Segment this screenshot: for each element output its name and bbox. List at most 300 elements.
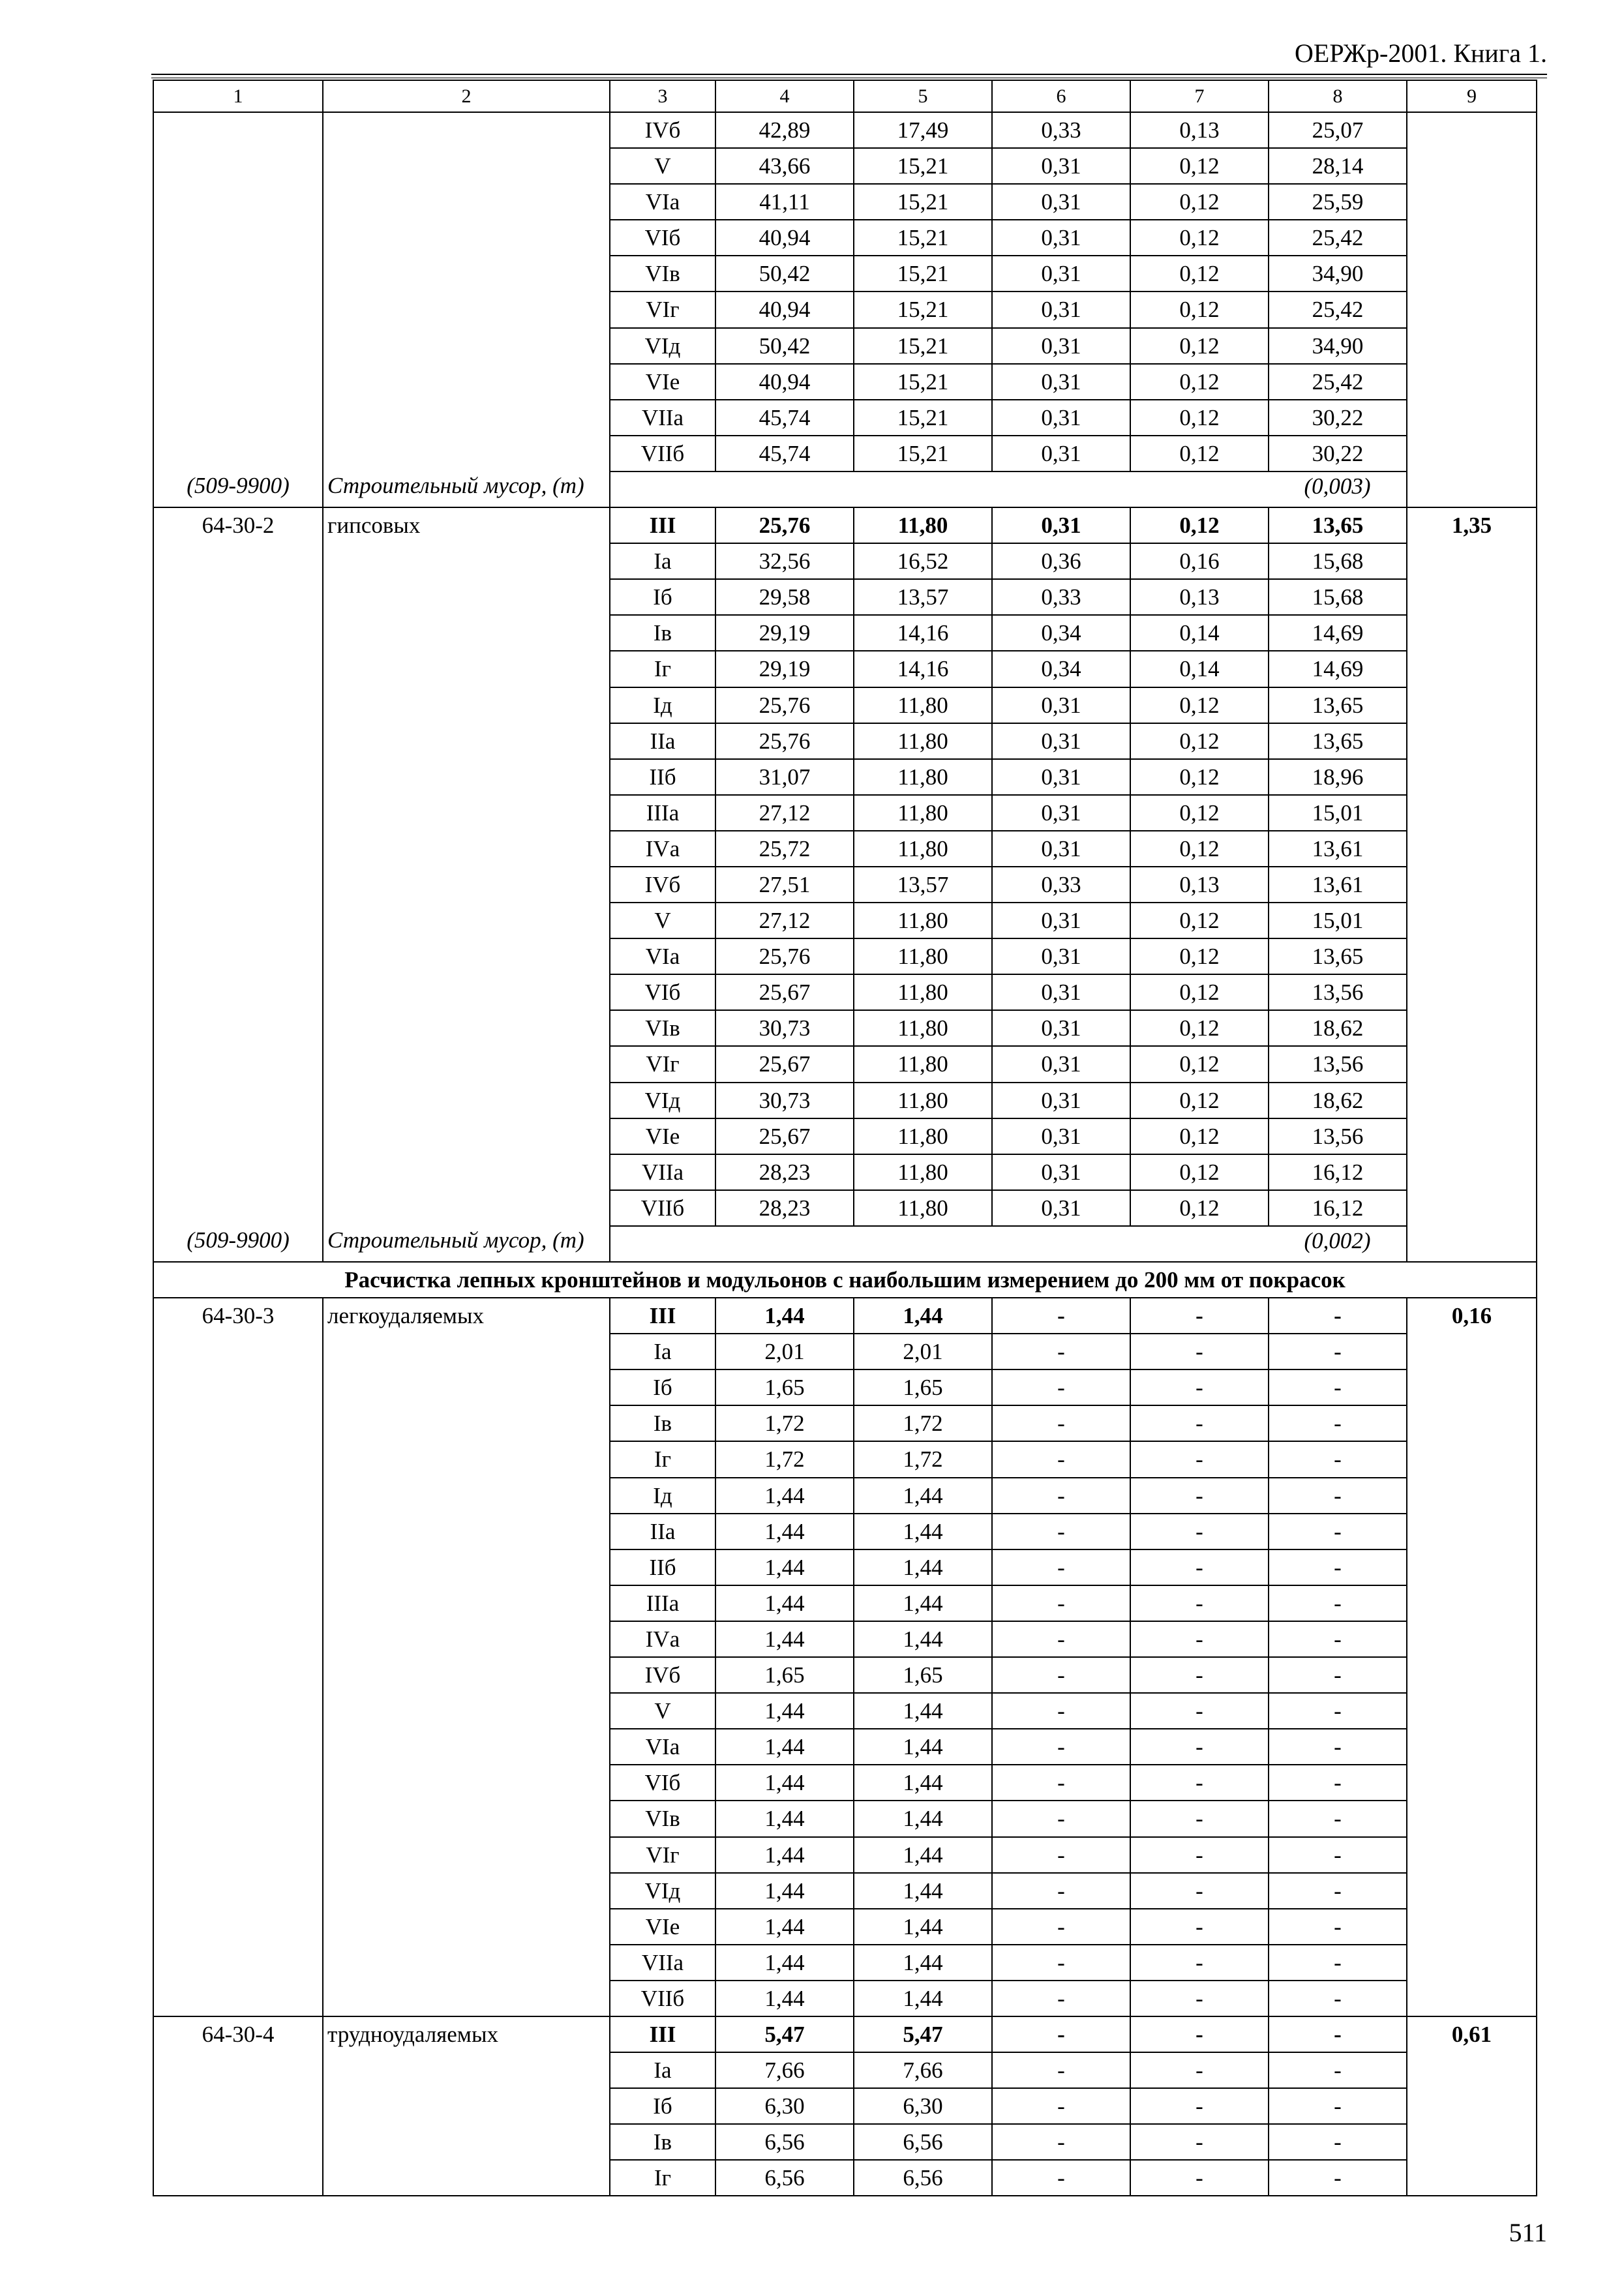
name-cell: [323, 687, 610, 723]
labor-cost: 1,72: [854, 1405, 992, 1441]
machine-cost: 0,31: [992, 1010, 1130, 1046]
empty-cell: [1130, 471, 1269, 507]
code-cell: [153, 1621, 323, 1657]
labor-hours: 0,16: [1407, 1298, 1537, 1334]
direct-cost: 1,72: [715, 1405, 854, 1441]
direct-cost: 6,56: [715, 2124, 854, 2160]
code-cell: [153, 543, 323, 579]
machine-cost: -: [992, 1801, 1130, 1836]
machine-cost: 0,36: [992, 543, 1130, 579]
name-cell: [323, 1621, 610, 1657]
code-cell: [153, 1083, 323, 1118]
labor-cost: 6,30: [854, 2088, 992, 2124]
code-cell: [153, 974, 323, 1010]
machine-cost: -: [992, 1657, 1130, 1693]
labor-cost: 15,21: [854, 148, 992, 184]
table-row: [153, 795, 1537, 831]
empty-cell: [992, 1226, 1130, 1262]
zone-label: VIв: [610, 1801, 715, 1836]
code-cell: [153, 1873, 323, 1909]
zone-label: Iа: [610, 543, 715, 579]
code-cell: [153, 1585, 323, 1621]
direct-cost: 45,74: [715, 400, 854, 436]
name-cell: [323, 436, 610, 471]
zone-label: V: [610, 1693, 715, 1729]
zone-label: VIд: [610, 1083, 715, 1118]
machine-cost: 0,34: [992, 651, 1130, 687]
direct-cost: 45,74: [715, 436, 854, 471]
operator-wage: -: [1130, 1549, 1269, 1585]
zone-label: Iв: [610, 1405, 715, 1441]
code-cell: [153, 579, 323, 615]
operator-wage: -: [1130, 2124, 1269, 2160]
table-row: [153, 1765, 1537, 1801]
code-cell: [153, 2124, 323, 2160]
labor-cell: [1407, 1909, 1537, 1945]
labor-cell: [1407, 2160, 1537, 2196]
labor-cost: 1,44: [854, 1981, 992, 2016]
zone-label: IVб: [610, 867, 715, 903]
labor-cost: 7,66: [854, 2052, 992, 2088]
direct-cost: 1,44: [715, 1298, 854, 1334]
labor-cell: [1407, 759, 1537, 795]
labor-cost: 1,44: [854, 1693, 992, 1729]
material-cost: -: [1269, 1514, 1407, 1549]
machine-cost: -: [992, 1369, 1130, 1405]
material-cost: 13,61: [1269, 867, 1407, 903]
machine-cost: -: [992, 2052, 1130, 2088]
table-row: [153, 1334, 1537, 1369]
zone-label: VIIа: [610, 1945, 715, 1981]
direct-cost: 43,66: [715, 148, 854, 184]
material-cost: -: [1269, 1478, 1407, 1514]
code-cell: [153, 2052, 323, 2088]
labor-cost: 1,44: [854, 1298, 992, 1334]
material-cost: -: [1269, 1909, 1407, 1945]
name-cell: [323, 615, 610, 651]
direct-cost: 1,44: [715, 1837, 854, 1873]
name-cell: [323, 328, 610, 364]
labor-cell: [1407, 723, 1537, 759]
code-cell: [153, 436, 323, 471]
machine-cost: -: [992, 1334, 1130, 1369]
column-number-row: [153, 80, 1537, 112]
code-cell: [153, 795, 323, 831]
material-cost: -: [1269, 1405, 1407, 1441]
table-row: [153, 759, 1537, 795]
name-cell: [323, 1478, 610, 1514]
table-row: [153, 1298, 1537, 1334]
direct-cost: 1,44: [715, 1549, 854, 1585]
labor-cost: 11,80: [854, 759, 992, 795]
zone-label: Iа: [610, 2052, 715, 2088]
table-row: [153, 1046, 1537, 1082]
code-cell: [153, 2160, 323, 2196]
name-cell: [323, 831, 610, 867]
table-row: [153, 292, 1537, 327]
operator-wage: -: [1130, 1909, 1269, 1945]
labor-cost: 11,80: [854, 723, 992, 759]
direct-cost: 41,11: [715, 184, 854, 220]
empty-cell: [854, 471, 992, 507]
material-cost: 13,65: [1269, 723, 1407, 759]
code-cell: [153, 1765, 323, 1801]
material-cost: -: [1269, 2088, 1407, 2124]
table-row: [153, 1154, 1537, 1190]
zone-label: III: [610, 507, 715, 543]
material-cost: -: [1269, 1657, 1407, 1693]
empty-cell: [854, 1226, 992, 1262]
direct-cost: 40,94: [715, 364, 854, 400]
labor-cell: [1407, 1945, 1537, 1981]
operator-wage: -: [1130, 1441, 1269, 1477]
zone-label: VIв: [610, 1010, 715, 1046]
operator-wage: 0,12: [1130, 759, 1269, 795]
name-cell: [323, 2088, 610, 2124]
name-cell: [323, 1765, 610, 1801]
labor-cost: 14,16: [854, 651, 992, 687]
zone-label: Iг: [610, 2160, 715, 2196]
code-cell: [153, 1981, 323, 2016]
labor-cost: 11,80: [854, 795, 992, 831]
direct-cost: 40,94: [715, 292, 854, 327]
zone-label: Iг: [610, 1441, 715, 1477]
code-cell: [153, 112, 323, 148]
material-cost: 13,56: [1269, 1118, 1407, 1154]
column-number: 1: [153, 80, 323, 112]
machine-cost: -: [992, 1514, 1130, 1549]
labor-cost: 1,44: [854, 1549, 992, 1585]
direct-cost: 27,12: [715, 903, 854, 938]
operator-wage: -: [1130, 1981, 1269, 2016]
zone-label: VIг: [610, 292, 715, 327]
work-name: гипсовых: [323, 507, 610, 543]
name-cell: [323, 651, 610, 687]
labor-cell: [1407, 1693, 1537, 1729]
labor-cell: [1407, 795, 1537, 831]
table-row: [153, 112, 1537, 148]
material-cost: -: [1269, 1837, 1407, 1873]
operator-wage: 0,12: [1130, 364, 1269, 400]
column-number: 8: [1269, 80, 1407, 112]
code-cell: [153, 1154, 323, 1190]
direct-cost: 29,19: [715, 651, 854, 687]
labor-cost: 1,44: [854, 1801, 992, 1836]
zone-label: VIд: [610, 328, 715, 364]
column-number: 4: [715, 80, 854, 112]
name-cell: [323, 1154, 610, 1190]
work-name: трудноудаляемых: [323, 2016, 610, 2052]
zone-label: VIа: [610, 184, 715, 220]
code-cell: [153, 1405, 323, 1441]
labor-cost: 1,44: [854, 1621, 992, 1657]
waste-code: (509-9900): [153, 471, 323, 507]
direct-cost: 1,44: [715, 1981, 854, 2016]
direct-cost: 25,67: [715, 974, 854, 1010]
operator-wage: 0,12: [1130, 328, 1269, 364]
table-row: [153, 1083, 1537, 1118]
machine-cost: 0,31: [992, 507, 1130, 543]
zone-label: IVа: [610, 831, 715, 867]
zone-label: IIа: [610, 723, 715, 759]
labor-cost: 11,80: [854, 1154, 992, 1190]
material-cost: 15,01: [1269, 795, 1407, 831]
operator-wage: 0,12: [1130, 1083, 1269, 1118]
name-cell: [323, 903, 610, 938]
material-cost: 18,96: [1269, 759, 1407, 795]
operator-wage: 0,12: [1130, 938, 1269, 974]
operator-wage: 0,12: [1130, 903, 1269, 938]
column-number: 3: [610, 80, 715, 112]
labor-cost: 1,44: [854, 1873, 992, 1909]
material-cost: -: [1269, 2124, 1407, 2160]
name-cell: [323, 1010, 610, 1046]
name-cell: [323, 1945, 610, 1981]
table-row: [153, 220, 1537, 256]
machine-cost: 0,31: [992, 1118, 1130, 1154]
code-cell: [153, 1369, 323, 1405]
direct-cost: 25,72: [715, 831, 854, 867]
operator-wage: 0,16: [1130, 543, 1269, 579]
zone-label: IIIа: [610, 1585, 715, 1621]
table-row: [153, 148, 1537, 184]
material-cost: -: [1269, 1441, 1407, 1477]
name-cell: [323, 723, 610, 759]
material-cost: 13,56: [1269, 1046, 1407, 1082]
table-row: [153, 1657, 1537, 1693]
table-row: [153, 1837, 1537, 1873]
code-cell: [153, 1046, 323, 1082]
direct-cost: 1,44: [715, 1693, 854, 1729]
code-cell: [153, 256, 323, 292]
name-cell: [323, 292, 610, 327]
column-number: 2: [323, 80, 610, 112]
name-cell: [323, 974, 610, 1010]
machine-cost: -: [992, 1549, 1130, 1585]
table-row: [153, 579, 1537, 615]
table-row: [153, 974, 1537, 1010]
labor-cell: [1407, 1083, 1537, 1118]
code-cell: [153, 220, 323, 256]
material-cost: 13,65: [1269, 938, 1407, 974]
operator-wage: -: [1130, 2160, 1269, 2196]
zone-label: Iб: [610, 1369, 715, 1405]
table-row: [153, 938, 1537, 974]
operator-wage: -: [1130, 1945, 1269, 1981]
labor-cost: 1,65: [854, 1369, 992, 1405]
labor-cell: [1407, 543, 1537, 579]
labor-cell: [1407, 184, 1537, 220]
waste-row: [153, 471, 1537, 507]
code-cell: [153, 615, 323, 651]
labor-cell: [1407, 1765, 1537, 1801]
operator-wage: 0,14: [1130, 615, 1269, 651]
labor-cost: 11,80: [854, 974, 992, 1010]
code-cell: [153, 1549, 323, 1585]
direct-cost: 25,76: [715, 507, 854, 543]
labor-cost: 1,44: [854, 1765, 992, 1801]
direct-cost: 29,19: [715, 615, 854, 651]
labor-cost: 15,21: [854, 220, 992, 256]
work-name: легкоудаляемых: [323, 1298, 610, 1334]
column-number: 5: [854, 80, 992, 112]
rates-table-body: [153, 80, 1537, 2196]
labor-cell: [1407, 1190, 1537, 1226]
code-cell: [153, 292, 323, 327]
labor-cell: [1407, 831, 1537, 867]
labor-cell: [1407, 256, 1537, 292]
machine-cost: 0,31: [992, 184, 1130, 220]
direct-cost: 32,56: [715, 543, 854, 579]
machine-cost: -: [992, 1729, 1130, 1765]
operator-wage: 0,12: [1130, 436, 1269, 471]
machine-cost: -: [992, 1585, 1130, 1621]
machine-cost: -: [992, 1909, 1130, 1945]
labor-cell: [1407, 615, 1537, 651]
material-cost: -: [1269, 1729, 1407, 1765]
direct-cost: 7,66: [715, 2052, 854, 2088]
zone-label: IIб: [610, 759, 715, 795]
labor-cell: [1407, 436, 1537, 471]
table-row: [153, 364, 1537, 400]
name-cell: [323, 364, 610, 400]
labor-cell: [1407, 579, 1537, 615]
table-row: [153, 1405, 1537, 1441]
zone-label: VIв: [610, 256, 715, 292]
labor-cell: [1407, 1046, 1537, 1082]
machine-cost: 0,31: [992, 436, 1130, 471]
zone-label: VIIа: [610, 400, 715, 436]
machine-cost: 0,31: [992, 687, 1130, 723]
direct-cost: 1,44: [715, 1945, 854, 1981]
labor-cost: 13,57: [854, 579, 992, 615]
section-title: Расчистка лепных кронштейнов и модульонов с наибольшим измерением до 200 мм от покрасок: [153, 1262, 1537, 1298]
labor-cell: [1407, 292, 1537, 327]
table-row: [153, 1693, 1537, 1729]
operator-wage: -: [1130, 1621, 1269, 1657]
machine-cost: 0,31: [992, 974, 1130, 1010]
operator-wage: -: [1130, 1801, 1269, 1836]
labor-cost: 11,80: [854, 1046, 992, 1082]
labor-cost: 11,80: [854, 903, 992, 938]
direct-cost: 1,44: [715, 1478, 854, 1514]
material-cost: 25,07: [1269, 112, 1407, 148]
waste-name: Строительный мусор, (т): [323, 471, 610, 507]
labor-cell: [1407, 1981, 1537, 2016]
operator-wage: -: [1130, 1585, 1269, 1621]
table-row: [153, 1585, 1537, 1621]
direct-cost: 29,58: [715, 579, 854, 615]
zone-label: VIб: [610, 220, 715, 256]
name-cell: [323, 1693, 610, 1729]
material-cost: 13,61: [1269, 831, 1407, 867]
machine-cost: 0,31: [992, 1046, 1130, 1082]
name-cell: [323, 1873, 610, 1909]
table-row: [153, 1478, 1537, 1514]
code-cell: [153, 1909, 323, 1945]
machine-cost: 0,31: [992, 400, 1130, 436]
direct-cost: 1,44: [715, 1729, 854, 1765]
column-number: 9: [1407, 80, 1537, 112]
table-row: [153, 2088, 1537, 2124]
direct-cost: 28,23: [715, 1154, 854, 1190]
labor-cell: [1407, 1226, 1537, 1262]
table-row: [153, 1945, 1537, 1981]
name-cell: [323, 2160, 610, 2196]
operator-wage: -: [1130, 1514, 1269, 1549]
machine-cost: 0,31: [992, 220, 1130, 256]
material-cost: -: [1269, 1693, 1407, 1729]
direct-cost: 6,56: [715, 2160, 854, 2196]
name-cell: [323, 1729, 610, 1765]
operator-wage: -: [1130, 1405, 1269, 1441]
waste-value: (0,003): [1269, 471, 1407, 507]
direct-cost: 1,72: [715, 1441, 854, 1477]
material-cost: -: [1269, 1981, 1407, 2016]
machine-cost: 0,31: [992, 723, 1130, 759]
direct-cost: 50,42: [715, 256, 854, 292]
operator-wage: 0,12: [1130, 687, 1269, 723]
labor-cost: 11,80: [854, 938, 992, 974]
labor-cell: [1407, 1405, 1537, 1441]
direct-cost: 1,44: [715, 1621, 854, 1657]
name-cell: [323, 1909, 610, 1945]
name-cell: [323, 148, 610, 184]
labor-cell: [1407, 1657, 1537, 1693]
empty-cell: [610, 471, 715, 507]
zone-label: VIа: [610, 1729, 715, 1765]
code-cell: [153, 1729, 323, 1765]
rate-code: 64-30-3: [153, 1298, 323, 1334]
name-cell: [323, 2124, 610, 2160]
operator-wage: 0,13: [1130, 112, 1269, 148]
operator-wage: 0,12: [1130, 256, 1269, 292]
operator-wage: 0,12: [1130, 723, 1269, 759]
operator-wage: 0,12: [1130, 1010, 1269, 1046]
labor-cost: 1,44: [854, 1909, 992, 1945]
name-cell: [323, 400, 610, 436]
name-cell: [323, 1514, 610, 1549]
table-row: [153, 1190, 1537, 1226]
machine-cost: -: [992, 1765, 1130, 1801]
material-cost: -: [1269, 1549, 1407, 1585]
material-cost: 16,12: [1269, 1154, 1407, 1190]
code-cell: [153, 831, 323, 867]
labor-cell: [1407, 1441, 1537, 1477]
zone-label: Iб: [610, 2088, 715, 2124]
material-cost: 18,62: [1269, 1010, 1407, 1046]
direct-cost: 30,73: [715, 1010, 854, 1046]
labor-cost: 15,21: [854, 184, 992, 220]
table-row: [153, 1909, 1537, 1945]
labor-cell: [1407, 1837, 1537, 1873]
machine-cost: 0,33: [992, 867, 1130, 903]
document-header: ОЕРЖр-2001. Книга 1.: [1295, 38, 1547, 68]
table-row: [153, 436, 1537, 471]
material-cost: 25,42: [1269, 220, 1407, 256]
machine-cost: -: [992, 1478, 1130, 1514]
labor-cell: [1407, 2088, 1537, 2124]
code-cell: [153, 148, 323, 184]
machine-cost: 0,31: [992, 148, 1130, 184]
zone-label: VIIа: [610, 1154, 715, 1190]
name-cell: [323, 1801, 610, 1836]
name-cell: [323, 220, 610, 256]
labor-cost: 11,80: [854, 831, 992, 867]
labor-cost: 11,80: [854, 1083, 992, 1118]
name-cell: [323, 1046, 610, 1082]
machine-cost: -: [992, 1441, 1130, 1477]
